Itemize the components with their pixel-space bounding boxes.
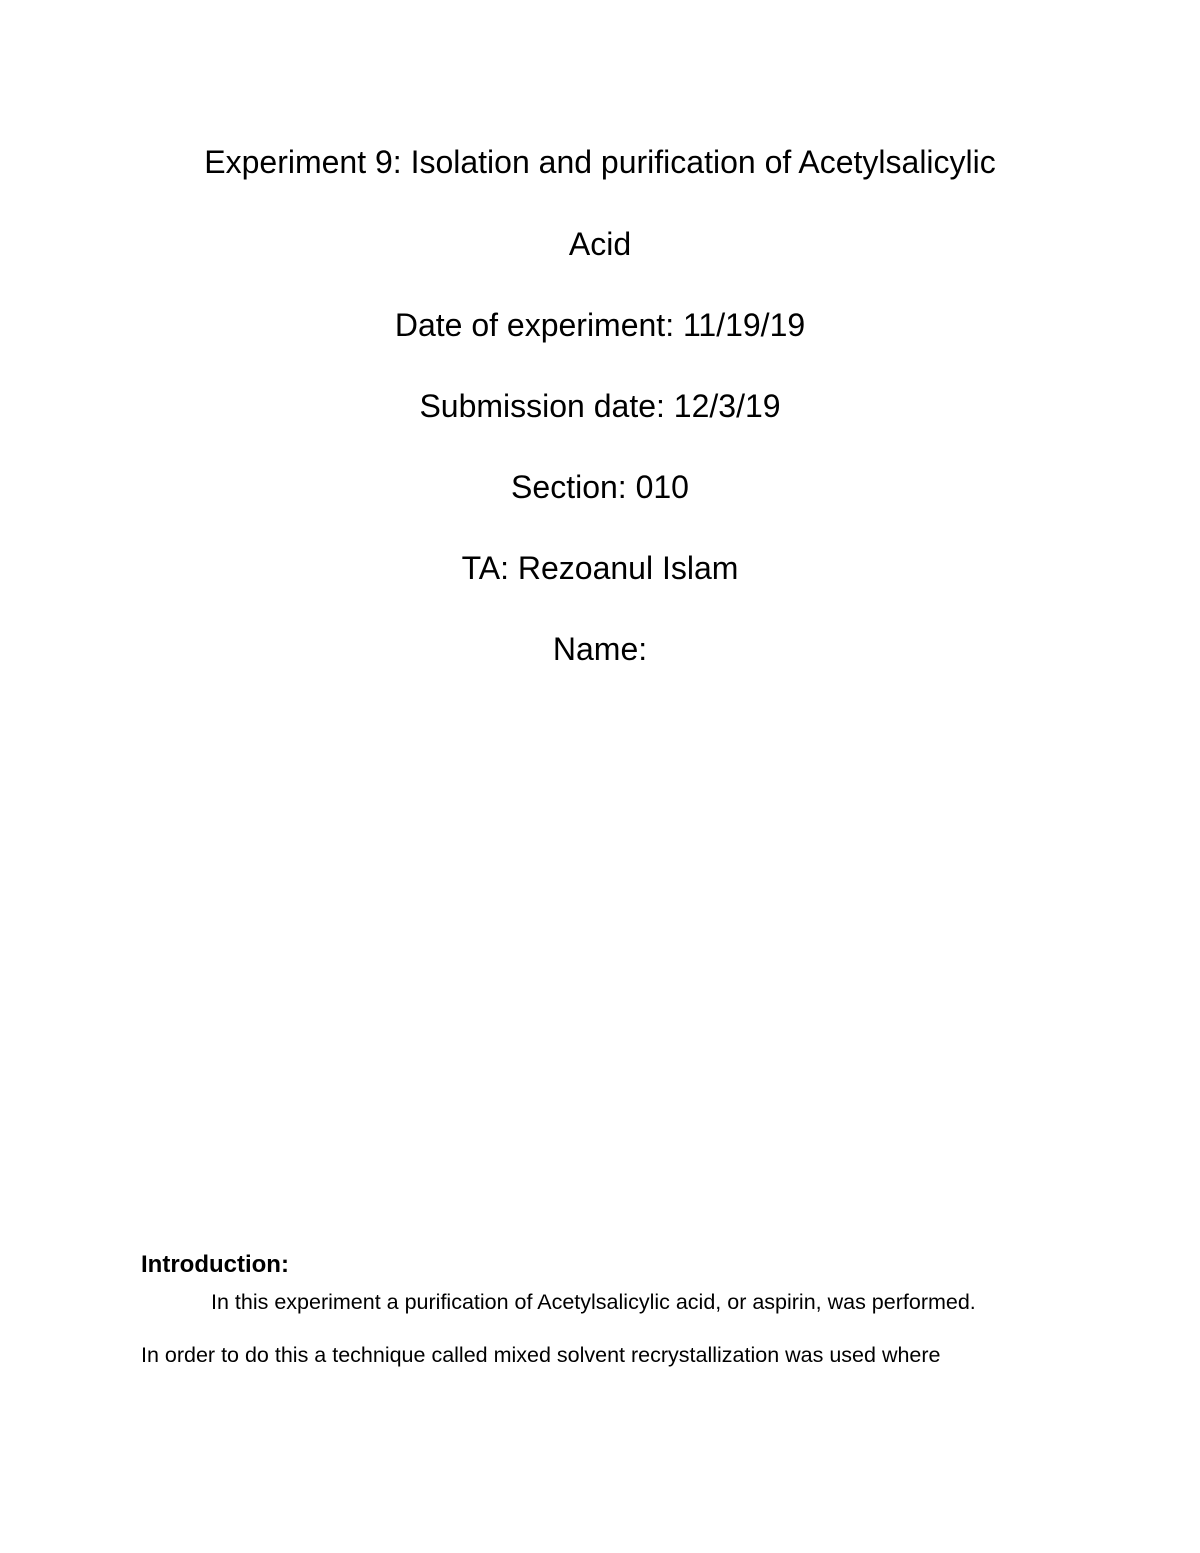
submission-date: Submission date: 12/3/19 — [419, 388, 781, 424]
ta-name: TA: Rezoanul Islam — [461, 550, 739, 586]
section-number: Section: 010 — [511, 469, 689, 505]
report-title-line-1: Experiment 9: Isolation and purification of Acetylsalicylic — [204, 144, 996, 180]
introduction-line-2: In order to do this a technique called mixed solvent recrystallization was used where — [141, 1343, 941, 1367]
student-name-label: Name: — [552, 631, 648, 667]
introduction-heading: Introduction: — [141, 1251, 289, 1278]
introduction-line-1: In this experiment a purification of Acetylsalicylic acid, or aspirin, was performed. — [211, 1290, 976, 1314]
report-title-line-2: Acid — [568, 226, 632, 262]
date-of-experiment: Date of experiment: 11/19/19 — [394, 307, 806, 343]
